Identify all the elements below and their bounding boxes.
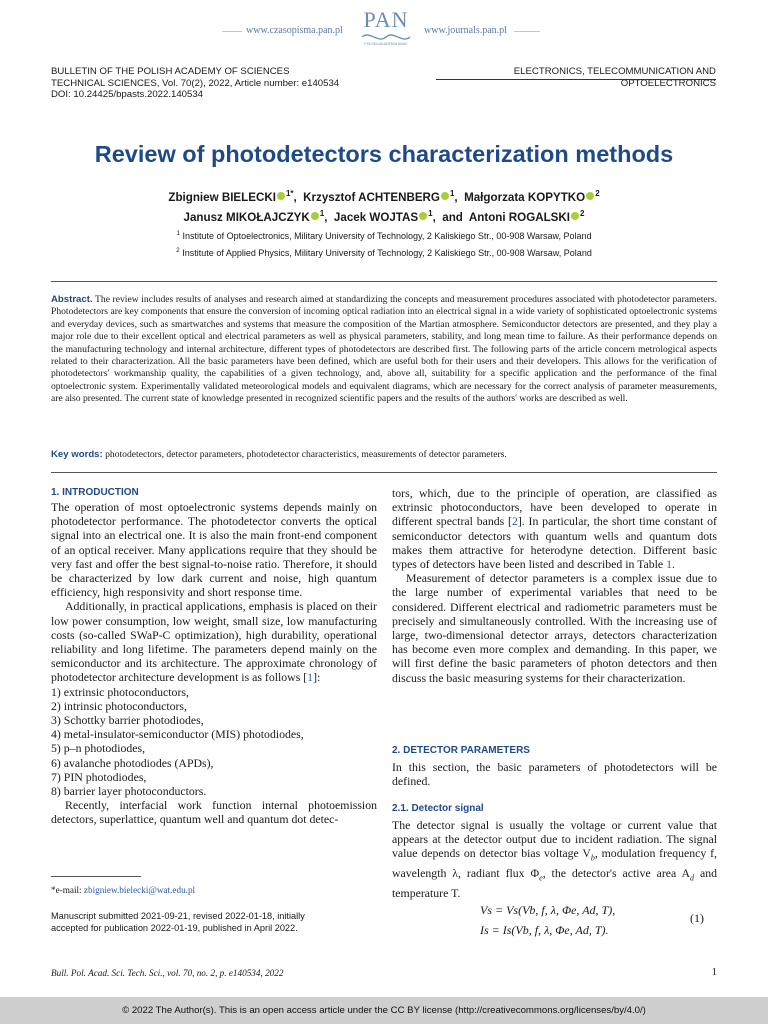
footnote — [51, 884, 377, 896]
authors-and: and — [442, 210, 463, 224]
table-link[interactable]: 1 — [666, 557, 673, 572]
journal-header — [51, 66, 431, 101]
list-item: 2) intrinsic photoconductors, — [51, 698, 187, 713]
license-bar — [0, 997, 768, 1024]
intro-paragraph-2 — [51, 599, 377, 684]
affiliation-2 — [0, 244, 768, 261]
list-item: 7) PIN photodiodes, — [51, 769, 147, 784]
intro-paragraph-3: Recently, interfacial work function internal photoemission detectors, superlattice, quantum well and quantum dot detec- — [51, 798, 377, 827]
citation-link[interactable]: 2 — [511, 514, 518, 529]
journal-doi: DOI: 10.24425/bpasts.2022.140534 — [51, 89, 204, 101]
right-paragraph-1 — [392, 486, 717, 571]
footer-page-number: 1 — [711, 966, 717, 978]
author-name: Zbigniew BIELECKI — [168, 190, 276, 204]
citation-link[interactable]: 1 — [307, 670, 314, 685]
right-paragraph-1-text: tors, which, due to the principle of operation, are classified as extrinsic photoconductors, have been developed to operate in different spectral bands [ — [392, 486, 717, 529]
footer-citation: Bull. Pol. Acad. Sci. Tech. Sci., vol. 70, no. 2, p. e140534, 2022 — [51, 968, 284, 978]
pan-logo-sub: POLSKA AKADEMIA NAUK — [364, 42, 408, 46]
license-text: © 2022 The Author(s). This is an open access article under the CC BY license (http://creativecommons.org/licenses/by/4.0/) — [122, 1005, 646, 1016]
detector-signal-body — [392, 818, 717, 900]
affiliations — [0, 227, 768, 260]
subscript: b — [590, 853, 595, 863]
masthead — [0, 0, 768, 50]
right-paragraph-2: Measurement of detector parameters is a complex issue due to the large number of experimental variables that need to be considered. Different electrical and radiometric parameters must be precisely and simultaneously controlled. With the increasing use of large, two-dimensional detector arrays, detectors characterization has become even more complex and demanding. In this paper, we will first define the basic parameters of photon detectors and then discuss the basic measuring systems for their characterization. — [392, 571, 717, 685]
masthead-right-url[interactable]: www.journals.pan.pl — [424, 25, 507, 36]
abstract-text: The review includes results of analyses and research aimed at standardizing the concepts and measurement procedures associated with photodetector parameters. Photodetectors are key components that ensure the conversion of incoming optical radiation into an electrical signal in a wide variety of sophisticated optoelectronic systems and everyday devices, such as smartwatches and systems that measure the composition of the Martian atmosphere. Semiconductor detectors are presented, and they play a major role due to their excellent optical and electrical parameters as well as physical parameters, stability, and long mean time to failure. As their performance depends on the manufacturing technology and internal architecture, different types of photodetectors are described first. The following parts of the article concern metrological aspects related to their characterization. All the basic parameters have been defined, which are useful both for their users and their developers. This allows for the verification of photodetectors' workmanship quality, the capabilities of a given technology, and, above all, suitability for a specific application and the performance of the final optoelectronic system. Experimentally validated meteorological models and equivalent diagrams, which are necessary for the correct analysis of parameter measurements, are also presented. The current state of knowledge presented in recognized scientific papers and the results of the authors' works are described as well. — [51, 294, 717, 405]
subscript: d — [690, 873, 695, 883]
intro-paragraph-1: The operation of most optoelectronic systems depends mainly on photodetector performance. The photodetector converts the optical signal into an electrical one. It is also the main front-end component of an optical receiver. Many applications require that they should be very fast and offer the best signal-to-noise ratio. Therefore, it should be characterized by low dark current and noise, high quantum efficiency, high responsivity and short response time. — [51, 500, 377, 600]
subsection-heading-detector-signal: 2.1. Detector signal — [392, 803, 484, 814]
orcid-icon[interactable] — [441, 192, 449, 200]
list-item: 5) p–n photodiodes, — [51, 741, 146, 756]
author-affiliation-mark: 2 — [595, 189, 600, 198]
orcid-icon[interactable] — [311, 212, 319, 220]
detector-signal-paragraph — [392, 818, 717, 900]
abstract-top-rule — [51, 281, 717, 282]
equation-number: (1) — [690, 911, 704, 925]
pan-logo — [355, 8, 417, 50]
affiliation-number: 2 — [176, 246, 180, 254]
keywords-text: photodetectors, detector parameters, photodetector characteristics, measurements of detector parameters. — [105, 449, 507, 460]
affiliation-text: Institute of Applied Physics, Military University of Technology, 2 Kaliskiego Str., 00-908 Warsaw, Poland — [182, 247, 592, 258]
equation-line-1: Vs = Vs(Vb, f, λ, Φe, Ad, T), — [480, 903, 616, 917]
authors-line-1: Zbigniew BIELECKI $^{1*}$, Krzysztof ACHTENBERG $^1$, Małgorzata KOPYTKO $^2$ — [168, 189, 600, 204]
architecture-list — [51, 685, 377, 799]
list-item: 4) metal-insulator-semiconductor (MIS) photodiodes, — [51, 727, 304, 742]
footnote-rule — [51, 876, 141, 877]
abstract — [51, 294, 717, 406]
right-column — [392, 486, 717, 685]
section-heading-introduction: 1. INTRODUCTION — [51, 487, 139, 498]
orcid-icon[interactable] — [419, 212, 427, 220]
manuscript-dates: Manuscript submitted 2021-09-21, revised 2022-01-18, initially accepted for publication 2022-01-19, published in April 2022. — [51, 911, 305, 933]
list-item: 6) avalanche photodiodes (APDs), — [51, 755, 214, 770]
intro-body — [51, 500, 377, 827]
author-affiliation-mark: 1 — [449, 189, 455, 198]
equation-line-2: Is = Is(Vb, f, λ, Φe, Ad, T). — [480, 923, 609, 937]
author-name: Antoni ROGALSKI — [468, 210, 571, 224]
keywords — [51, 449, 717, 461]
author-name: Małgorzata KOPYTKO — [464, 190, 586, 204]
affiliation-number: 1 — [176, 230, 181, 237]
email-link[interactable]: zbigniew.bielecki@wat.edu.pl — [83, 885, 196, 895]
list-item: 1) extrinsic photoconductors, — [51, 684, 189, 699]
intro-paragraph-2-text: Additionally, in practical applications, emphasis is placed on their low power consumption, low weight, small size, low manufacturing costs (so-called SWaP-C optimization), high durability, operational reliability and long lifetime. The parameters depend mainly on the semiconductor and its architecture. The approximate chronology of photodetector architecture development is as follows [ — [51, 599, 377, 685]
author-affiliation-mark: 2 — [580, 208, 585, 218]
right-paragraph-1-mid: ]. In particular, the short time constant of semiconductor detectors with quantum wells and quantum dots makes them attractive for heterodyne detection. Different basic types of detectors have been listed and described in Table — [392, 514, 717, 572]
list-item: 8) barrier layer photoconductors. — [51, 784, 207, 799]
keywords-label: Key words: — [51, 449, 103, 460]
detector-parameters-intro: In this section, the basic parameters of photodetectors will be defined. — [392, 760, 717, 789]
section-heading-detector-parameters: 2. DETECTOR PARAMETERS — [392, 745, 530, 756]
right-paragraph-1-end: . — [672, 557, 675, 572]
left-column — [51, 486, 377, 827]
author-affiliation-mark: 1* — [285, 189, 294, 198]
authors-line-2: Janusz MIKOŁAJCZYK $^1$, Jacek WOJTAS $^1$, and Antoni ROGALSKI $^2$ — [183, 208, 585, 224]
subscript: e — [539, 873, 543, 883]
detector-signal-text-4: and temperature T. — [392, 865, 718, 900]
authors — [0, 186, 768, 226]
footnote-label: *e-mail: — [51, 885, 82, 895]
orcid-icon[interactable] — [586, 192, 594, 200]
paper-title: Review of photodetectors characterization methods — [94, 141, 674, 167]
abstract-label: Abstract. — [51, 294, 93, 305]
masthead-line-right — [514, 31, 540, 32]
orcid-icon[interactable] — [277, 192, 285, 200]
journal-volume: TECHNICAL SCIENCES, Vol. 70(2), 2022, Article number: e140534 — [51, 77, 340, 89]
affiliation-1 — [0, 227, 768, 244]
section-rule — [436, 79, 716, 80]
author-name: Krzysztof ACHTENBERG — [303, 190, 440, 204]
orcid-icon[interactable] — [571, 212, 579, 220]
list-item: 3) Schottky barrier photodiodes, — [51, 713, 204, 728]
author-name: Jacek WOJTAS — [333, 210, 419, 224]
keywords-bottom-rule — [51, 472, 717, 473]
author-affiliation-mark: 1 — [319, 208, 325, 218]
journal-name: BULLETIN OF THE POLISH ACADEMY OF SCIENCES — [51, 66, 290, 77]
affiliation-text: Institute of Optoelectronics, Military University of Technology, 2 Kaliskiego Str., 00-908 Warsaw, Poland — [182, 231, 592, 241]
author-affiliation-mark: 1 — [428, 208, 433, 218]
masthead-line-left — [222, 31, 242, 32]
detector-signal-text: The detector signal is usually the voltage or current value that appears at the detector output due to incident radiation. The signal value depends on detector bias voltage V — [392, 818, 717, 861]
pan-logo-loop-icon — [358, 32, 414, 42]
detector-signal-text-3: , the detector's active area A — [542, 865, 691, 880]
pan-logo-text: PAN — [363, 7, 409, 32]
detector-signal-text-2: , modulation frequency f, wavelength λ, radiant flux Φ — [392, 846, 717, 880]
right-body — [392, 486, 717, 685]
equation-1 — [480, 900, 720, 940]
section-label: ELECTRONICS, TELECOMMUNICATION AND OPTOELECTRONICS — [513, 66, 716, 89]
author-name: Janusz MIKOŁAJCZYK — [183, 210, 310, 224]
intro-paragraph-2-end: ]: — [313, 670, 321, 685]
masthead-left-url[interactable]: www.czasopisma.pan.pl — [246, 25, 343, 36]
